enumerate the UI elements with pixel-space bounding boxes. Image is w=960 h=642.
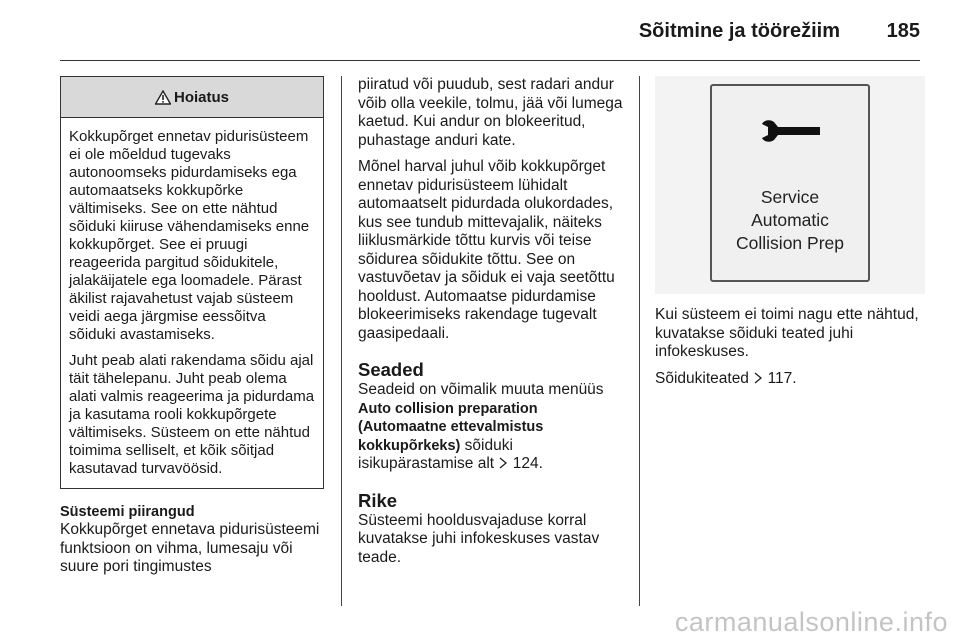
watermark: carmanualsonline.info bbox=[674, 607, 948, 637]
display-message bbox=[712, 186, 868, 255]
settings-page-ref[interactable]: 124. bbox=[512, 455, 543, 472]
settings-menu-term: Auto collision preparation (Automaatne ettevalmistus kokkupõrkeks) bbox=[358, 400, 544, 454]
column-2 bbox=[358, 76, 628, 575]
column-3 bbox=[655, 76, 925, 396]
column-1 bbox=[60, 76, 324, 585]
warning-paragraph: Kokkupõrget ennetav pidurisüsteem ei ole mõeldud tugevaks autonoomseks pidurdamiseks ega automaatseks kokkupõrke vältimiseks. See on ette nähtud sõiduki kiiruse vähendamiseks enne kokkupõrget. See ei pruugi reageerida pargitud sõidukitele, jalakäijatele ega loomadele. Pärast äkilist rajavahetust vajab süsteem veidi aega järgmise eessõitva sõiduki avastamiseks. bbox=[69, 128, 310, 343]
info-display-panel bbox=[710, 84, 870, 282]
fault-text: Süsteemi hooldusvajaduse korral kuvatakse juhi infokeskuses vastav teade. bbox=[358, 511, 600, 566]
limitations-text-cont: piiratud või puudub, sest radari andur võib olla veekile, tolmu, jää või lumega kaetud. Kui andur on blokeeritud, puhastage anduri kate. bbox=[358, 76, 623, 149]
display-illustration bbox=[655, 76, 925, 294]
display-line: Service bbox=[760, 187, 820, 207]
page-reference-icon bbox=[753, 372, 763, 384]
wrench-icon bbox=[758, 116, 822, 146]
limitations-heading: Süsteemi piirangud bbox=[60, 504, 195, 520]
page-header bbox=[60, 14, 920, 54]
warning-title: Hoiatus bbox=[173, 88, 229, 106]
page-reference-icon bbox=[498, 457, 508, 469]
warning-body bbox=[61, 118, 323, 488]
settings-text bbox=[358, 381, 628, 474]
column-divider bbox=[639, 76, 640, 606]
vehicle-messages-label: Sõidukiteated bbox=[655, 369, 749, 387]
display-line: Collision Prep bbox=[736, 233, 844, 253]
display-line: Automatic bbox=[751, 210, 829, 230]
vehicle-messages-ref bbox=[655, 370, 925, 389]
warning-paragraph: Juht peab alati rakendama sõidu ajal täit tähelepanu. Juht peab olema alati valmis reageerima ja pidurdama ja kasutama rooli kokkupõrgete vältimiseks. Süsteem on ette nähtud toimima selliselt, et kõik sõitjad kasutavad turvavöösid. bbox=[69, 352, 315, 477]
header-divider bbox=[60, 60, 920, 61]
page-number: 185 bbox=[886, 20, 920, 42]
limitations-text-2: Mõnel harval juhul võib kokkupõrget ennetav pidurisüsteem lühidalt automaatselt pidurdada olukordades, kus see tundub mittevajalik, näiteks liiklusmärkide tõttu kurvis või teise sõidurea sõidukite tõttu. See on vastuvõetav ja sõiduk ei vaja seetõttu hooldust. Automaatse pidurdamise blokeerimiseks rakendage tugevalt gaasipedaali. bbox=[358, 158, 615, 342]
warning-header bbox=[61, 77, 323, 118]
settings-intro: Seadeid on võimalik muuta menüüs bbox=[358, 381, 604, 398]
vehicle-messages-page-ref[interactable]: 117. bbox=[767, 369, 797, 387]
settings-heading: Seaded bbox=[358, 359, 424, 380]
limitations-text: Kokkupõrget ennetava pidurisüsteemi funktsioon on vihma, lumesaju või suure pori tingimustes bbox=[60, 521, 320, 575]
warning-triangle-icon bbox=[155, 90, 171, 105]
chapter-title: Sõitmine ja töörežiim bbox=[638, 20, 840, 42]
display-caption: Kui süsteem ei toimi nagu ette nähtud, kuvatakse sõiduki teated juhi infokeskuses. bbox=[655, 306, 919, 360]
warning-box bbox=[60, 76, 324, 489]
fault-heading: Rike bbox=[358, 489, 398, 511]
settings-after: sõiduki isikupärastamise alt bbox=[358, 436, 513, 472]
column-divider bbox=[341, 76, 342, 606]
